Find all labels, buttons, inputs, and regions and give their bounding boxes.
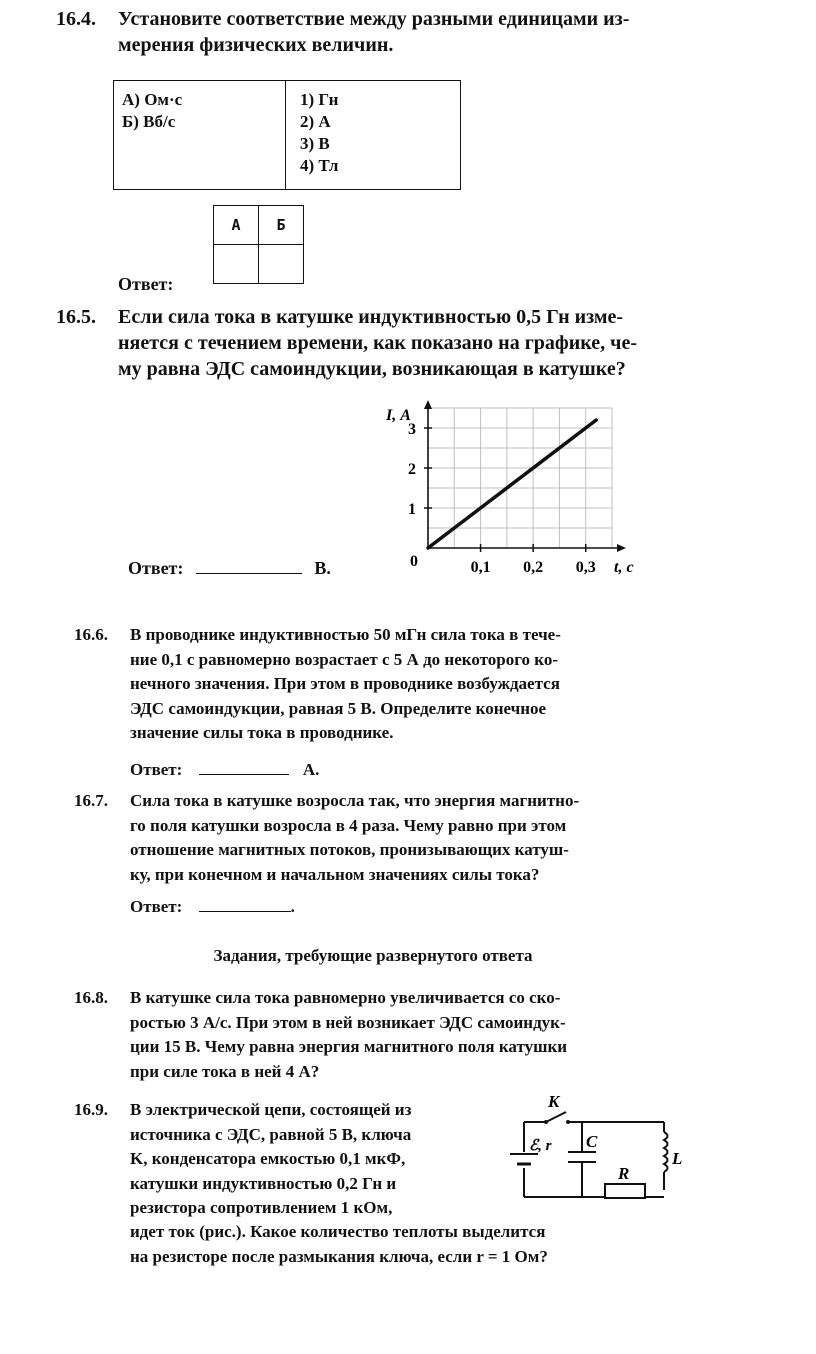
circuit-diagram: [500, 1092, 690, 1212]
text-line: отношение магнитных потоков, пронизывающих катуш-: [130, 840, 569, 859]
problem-16-9-text-narrow: [130, 1098, 486, 1221]
x-tick-label: 0,3: [575, 559, 596, 576]
matching-left-item: Б) Вб/с: [122, 112, 176, 131]
circuit-label-emf: ℰ, r: [529, 1138, 552, 1154]
problem-number: 16.8.: [74, 988, 108, 1007]
answer-label: Ответ:: [130, 760, 183, 779]
problem-16-8-text: [130, 986, 676, 1084]
answer-grid-header: Б: [259, 206, 304, 245]
inductor-coil: [664, 1132, 668, 1172]
answer-cell[interactable]: [214, 245, 259, 284]
answer-label: Ответ:: [130, 897, 183, 916]
answer-row: [128, 557, 331, 579]
text-line: Установите соответствие между разными единицами из-: [118, 8, 630, 30]
matching-left-column: [114, 81, 286, 189]
origin-label: 0: [410, 553, 418, 570]
problem-16-4-text: [118, 6, 740, 58]
text-line: нечного значения. При этом в проводнике возбуждается: [130, 674, 560, 693]
problem-16-6-text: [130, 623, 676, 746]
problem-16-9-text-wide: [130, 1220, 676, 1269]
matching-table: [113, 80, 461, 190]
text-line: идет ток (рис.). Какое количество теплоты выделится: [130, 1222, 546, 1241]
x-axis-label: t, с: [614, 559, 634, 576]
text-line: при силе тока в ней 4 А?: [130, 1061, 320, 1081]
problem-number: 16.4.: [56, 8, 96, 30]
text-line: значение силы тока в проводнике.: [130, 723, 394, 742]
circuit-label-l: L: [672, 1149, 683, 1168]
matching-left-item: А) Ом·с: [122, 90, 183, 109]
text-line: ростью 3 А/с. При этом в ней возникает ЭДС самоиндук-: [130, 1012, 566, 1032]
problem-number: 16.9.: [74, 1100, 108, 1119]
answer-blank[interactable]: [199, 895, 291, 912]
text-line: го поля катушки возросла в 4 раза. Чему равно при этом: [130, 815, 567, 835]
answer-row: [130, 758, 319, 783]
text-line: K, конденсатора емкостью 0,1 мкФ,: [130, 1149, 406, 1168]
text-line: мерения физических величин.: [118, 34, 394, 56]
answer-unit: В.: [314, 558, 331, 578]
text-line: му равна ЭДС самоиндукции, возникающая в катушке?: [118, 358, 626, 380]
y-tick-label: 3: [408, 421, 416, 438]
circuit-label-r: R: [618, 1164, 630, 1183]
problem-number: 16.5.: [56, 306, 96, 328]
answer-label: Ответ:: [118, 274, 174, 294]
matching-right-item: 3) В: [300, 134, 330, 153]
chart-labels: [385, 407, 634, 576]
x-axis-arrow: [617, 544, 626, 552]
text-line: В катушке сила тока равномерно увеличивается со ско-: [130, 988, 561, 1007]
answer-unit: А.: [302, 760, 320, 779]
problem-number: 16.7.: [74, 791, 108, 810]
answer-label: Ответ:: [128, 558, 184, 578]
resistor: [605, 1184, 645, 1198]
text-line: Сила тока в катушке возросла так, что энергия магнитно-: [130, 791, 580, 810]
switch-blade: [546, 1112, 566, 1122]
answer-unit: .: [290, 897, 295, 916]
problem-16-5-text: [118, 304, 740, 382]
text-line: резистора сопротивлением 1 кОм,: [130, 1198, 393, 1217]
text-line: няется с течением времени, как показано на графике, че-: [118, 332, 637, 354]
switch-contact: [566, 1120, 570, 1124]
y-tick-label: 2: [408, 461, 416, 478]
answer-row: [130, 895, 295, 920]
matching-right-column: [286, 81, 460, 189]
answer-blank[interactable]: [196, 557, 302, 574]
text-line: ции 15 В. Чему равна энергия магнитного поля катушки: [130, 1037, 568, 1056]
x-tick-label: 0,1: [470, 559, 491, 576]
current-time-chart: [370, 398, 634, 582]
problem-16-7-text: [130, 789, 676, 887]
series-line: [428, 420, 596, 548]
matching-right-item: 2) А: [300, 112, 331, 131]
y-axis-arrow: [424, 400, 432, 409]
text-line: источника с ЭДС, равной 5 В, ключа: [130, 1124, 412, 1144]
text-line: ние 0,1 с равномерно возрастает с 5 А до некоторого ко-: [130, 649, 558, 669]
answer-grid-header: А: [214, 206, 259, 245]
matching-right-item: 1) Гн: [300, 90, 339, 109]
chart-series: [428, 420, 596, 548]
text-line: ЭДС самоиндукции, равная 5 В. Определите конечное: [130, 698, 547, 718]
text-line: катушки индуктивностью 0,2 Гн и: [130, 1173, 397, 1193]
problem-number: 16.6.: [74, 625, 108, 644]
x-tick-label: 0,2: [523, 559, 544, 576]
text-line: на резисторе после размыкания ключа, если r = 1 Ом?: [130, 1246, 548, 1266]
y-tick-label: 1: [408, 501, 416, 518]
section-heading: Задания, требующие развернутого ответа: [213, 946, 533, 965]
text-line: ку, при конечном и начальном значениях силы тока?: [130, 864, 540, 884]
answer-blank[interactable]: [199, 758, 289, 775]
switch-contact: [544, 1120, 548, 1124]
text-line: В проводнике индуктивностью 50 мГн сила тока в тече-: [130, 625, 561, 644]
matching-right-item: 4) Тл: [300, 156, 339, 175]
y-axis-label: I, А: [386, 407, 411, 424]
answer-grid: [213, 205, 304, 284]
text-line: В электрической цепи, состоящей из: [130, 1100, 412, 1119]
circuit-label-c: C: [586, 1132, 598, 1151]
text-line: Если сила тока в катушке индуктивностью 0,5 Гн изме-: [118, 306, 624, 328]
circuit-label-k: K: [548, 1092, 560, 1111]
answer-cell[interactable]: [259, 245, 304, 284]
